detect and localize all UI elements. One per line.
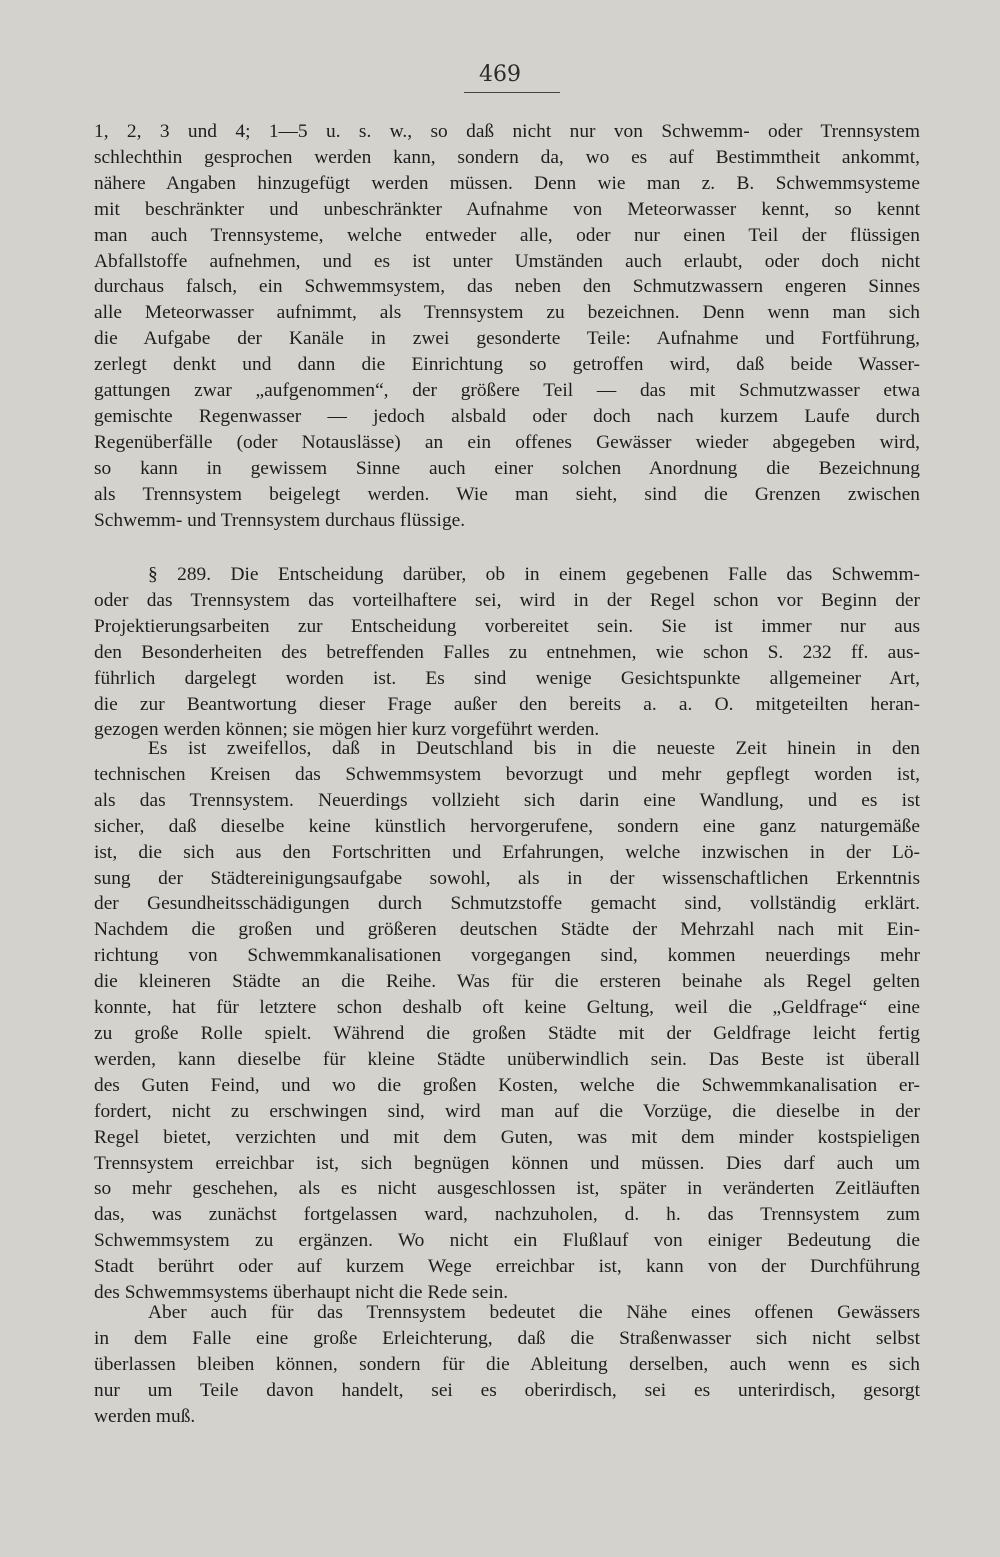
text-line: werden, kann dieselbe für kleine Städte unüberwindlich sein. Das Beste ist überall [94,1048,920,1070]
text-line: so kann in gewissem Sinne auch einer solchen Anordnung die Bezeichnung [94,457,920,479]
text-line: die zur Beantwortung dieser Frage außer den bereits a. a. O. mitgeteilten heran- [94,693,920,715]
paragraph [94,119,920,534]
text-line: § 289. Die Entscheidung darüber, ob in einem gegebenen Falle das Schwemm- [148,564,920,585]
text-line: Trennsystem erreichbar ist, sich begnügen können und müssen. Dies darf auch um [94,1152,920,1174]
text-line: ist, die sich aus den Fortschritten und Erfahrungen, welche inzwischen in der Lö- [94,841,920,863]
text-line: zu große Rolle spielt. Während die großen Städte mit der Geldfrage leicht fertig [94,1022,920,1044]
text-line: zerlegt denkt und dann die Einrichtung so getroffen wird, daß beide Wasser- [94,354,920,376]
text-line: als das Trennsystem. Neuerdings vollzieht sich darin eine Wandlung, und es ist [94,789,920,811]
text-line: mit beschränkter und unbeschränkter Aufnahme von Meteorwasser kennt, so kennt [94,198,920,220]
text-line: sung der Städtereinigungsaufgabe sowohl, als in der wissenschaftlichen Erkenntnis [94,867,920,889]
text-line: man auch Trennsysteme, welche entweder alle, oder nur einen Teil der flüssigen [94,224,920,246]
text-line: konnte, hat für letztere schon deshalb oft keine Geltung, weil die „Geldfrage“ eine [94,997,920,1019]
text-line: die kleineren Städte an die Reihe. Was für die ersteren beinahe als Regel gelten [94,971,920,993]
text-line: nähere Angaben hinzugefügt werden müssen. Denn wie man z. B. Schwemmsysteme [94,172,920,194]
text-line: sicher, daß dieselbe keine künstlich hervorgerufene, sondern eine ganz naturgemäße [94,815,920,837]
paragraph [94,736,920,1306]
text-line: Es ist zweifellos, daß in Deutschland bis in die neueste Zeit hinein in den [148,738,920,759]
text-line: Abfallstoffe aufnehmen, und es ist unter Umständen auch erlaubt, oder doch nicht [94,250,920,272]
text-line: oder das Trennsystem das vorteilhaftere sei, wird in der Regel schon vor Beginn der [94,589,920,611]
text-line: überlassen bleiben können, sondern für die Ableitung derselben, auch wenn es sich [94,1353,920,1375]
text-line: gemischte Regenwasser — jedoch alsbald oder doch nach kurzem Laufe durch [94,405,920,427]
text-line: Stadt berührt oder auf kurzem Wege erreichbar ist, kann von der Durchführung [94,1256,920,1278]
text-line: Regenüberfälle (oder Notauslässe) an ein offenes Gewässer wieder abgegeben wird, [94,431,920,453]
text-line: Aber auch für das Trennsystem bedeutet die Nähe eines offenen Gewässers [148,1302,920,1323]
text-line: Regel bietet, verzichten und mit dem Guten, was mit dem minder kostspieligen [94,1126,920,1148]
text-line: gattungen zwar „aufgenommen“, der größere Teil — das mit Schmutzwasser etwa [94,380,920,402]
text-line: fordert, nicht zu erschwingen sind, wird man auf die Vorzüge, die dieselbe in der [94,1100,920,1122]
text-line: technischen Kreisen das Schwemmsystem bevorzugt und mehr gepflegt worden ist, [94,763,920,785]
text-line: 1, 2, 3 und 4; 1—5 u. s. w., so daß nicht nur von Schwemm- oder Trennsystem [94,121,920,142]
text-line: führlich dargelegt worden ist. Es sind wenige Gesichtspunkte allgemeiner Art, [94,667,920,689]
text-line: gezogen werden können; sie mögen hier kurz vorgeführt werden. [94,719,600,741]
text-line: nur um Teile davon handelt, sei es oberirdisch, sei es unterirdisch, gesorgt [94,1379,920,1401]
text-line: das, was zunächst fortgelassen ward, nachzuholen, d. h. das Trennsystem zum [94,1204,920,1226]
text-line: Schwemm- und Trennsystem durchaus flüssige. [94,509,466,531]
text-line: die Aufgabe der Kanäle in zwei gesonderte Teile: Aufnahme und Fortführung, [94,328,920,350]
text-line: Projektierungsarbeiten zur Entscheidung vorbereitet sein. Sie ist immer nur aus [94,615,920,637]
text-line: des Guten Feind, und wo die großen Kosten, welche die Schwemmkanalisation er- [94,1074,920,1096]
page-number: 469 [479,62,521,87]
page-number-rule [464,92,560,93]
text-line: alle Meteorwasser aufnimmt, als Trennsystem zu bezeichnen. Denn wenn man sich [94,302,920,324]
text-line: in dem Falle eine große Erleichterung, daß die Straßenwasser sich nicht selbst [94,1327,920,1349]
text-line: Nachdem die großen und größeren deutschen Städte der Mehrzahl nach mit Ein- [94,919,920,941]
paragraph [94,1300,920,1430]
text-line: als Trennsystem beigelegt werden. Wie man sieht, sind die Grenzen zwischen [94,483,920,505]
text-line: der Gesundheitsschädigungen durch Schmutzstoffe gemacht sind, vollständig erklärt. [94,893,920,915]
text-line: des Schwemmsystems überhaupt nicht die Rede sein. [94,1282,509,1304]
text-line: den Besonderheiten des betreffenden Falles zu entnehmen, wie schon S. 232 ff. aus- [94,641,920,663]
paragraph-section-289 [94,562,920,743]
text-line: durchaus falsch, ein Schwemmsystem, das neben den Schmutzwassern engeren Sinnes [94,276,920,298]
text-line: schlechthin gesprochen werden kann, sondern da, wo es auf Bestimmtheit ankommt, [94,146,920,168]
text-line: werden muß. [94,1405,196,1427]
text-line: richtung von Schwemmkanalisationen vorgegangen sind, kommen neuerdings mehr [94,945,920,967]
text-line: so mehr geschehen, als es nicht ausgeschlossen ist, später in veränderten Zeitläuften [94,1178,920,1200]
text-line: Schwemmsystem zu ergänzen. Wo nicht ein Flußlauf von einiger Bedeutung die [94,1230,920,1252]
